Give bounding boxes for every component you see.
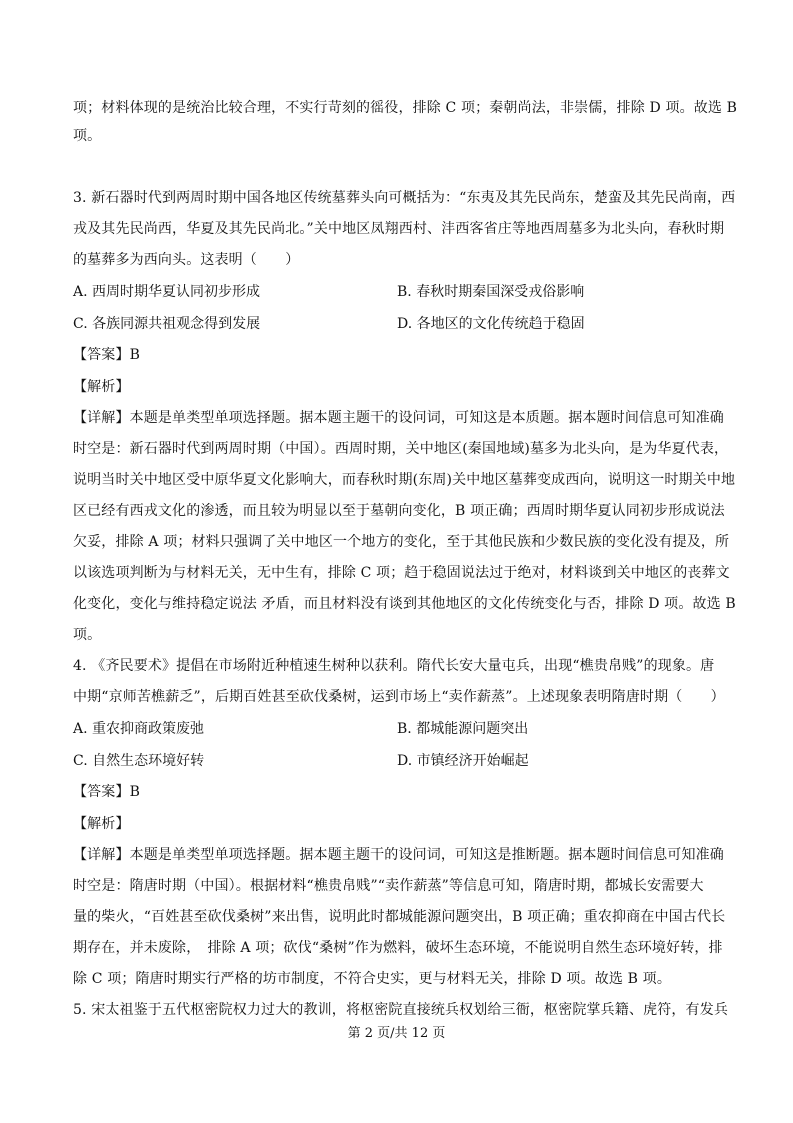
q3-detail-line-3: 说明当时关中地区受中原华夏文化影响大，而春秋时期(东周)关中地区墓葬变成西向，说明这一时期关中地: [73, 472, 736, 488]
q4-detail-line-1: 【详解】本题是单类型单项选择题。据本题主题干的设问词，可知这是推断题。据本题时间信息可知准确: [73, 847, 724, 863]
q3-detail-line-1: 【详解】本题是单类型单项选择题。据本题主题干的设问词，可知这是本质题。据本题时间信息可知准确: [73, 410, 724, 426]
q4-option-b: B. 都城能源问题突出: [397, 721, 529, 737]
q3-detail-line-2: 时空是：新石器时代到两周时期（中国）。西周时期，关中地区(秦国地域)墓多为北头向，是为华夏代表，: [73, 441, 729, 457]
q3-option-a: A. 西周时期华夏认同初步形成: [73, 284, 261, 300]
q3-detail-line-5: 欠妥，排除 A 项；材料只强调了关中地区一个地方的变化，至于其他民族和少数民族的变化没有提及，所: [73, 534, 730, 550]
q4-option-c: C. 自然生态环境好转: [73, 753, 205, 769]
continuation-line-2: 项。: [73, 128, 102, 144]
q4-analysis-label: 【解析】: [73, 816, 130, 832]
q5-stem-line-1: 5. 宋太祖鉴于五代枢密院权力过大的教训，将枢密院直接统兵权划给三衙，枢密院掌兵籍、虎符，有发兵: [73, 1002, 729, 1018]
q4-detail-line-4: 期存在，并未废除， 排除 A 项；砍伐“桑树”作为燃料，破坏生态环境，不能说明自然生态环境好转，排: [73, 940, 723, 956]
q3-detail-line-4: 区已经有西戎文化的渗透，而且较为明显以至于墓朝向变化，B 项正确；西周时期华夏认同初步形成说法: [73, 503, 725, 519]
q3-stem-line-3: 的墓葬多为西向头。这表明（ ）: [73, 252, 300, 268]
q3-option-d: D. 各地区的文化传统趋于稳固: [397, 316, 585, 332]
q4-option-d: D. 市镇经济开始崛起: [397, 753, 529, 769]
q4-option-a: A. 重农抑商政策废弛: [73, 721, 205, 737]
q3-option-b: B. 春秋时期秦国深受戎俗影响: [397, 284, 585, 300]
q3-detail-line-6: 以该选项判断为与材料无关，无中生有，排除 C 项；趋于稳固说法过于绝对，材料谈到关中地区的丧葬文: [73, 565, 730, 581]
continuation-line-1: 项；材料体现的是统治比较合理，不实行苛刻的徭役，排除 C 项；秦朝尚法，非崇儒，排除 D 项。故选 B: [73, 100, 738, 116]
q3-option-c: C. 各族同源共祖观念得到发展: [73, 316, 261, 332]
q4-stem-line-1: 4. 《齐民要术》提倡在市场附近种植速生树种以获利。隋代长安大量屯兵，出现“樵贵帛贱”的现象。唐: [73, 658, 715, 674]
q3-stem-line-1: 3. 新石器时代到两周时期中国各地区传统墓葬头向可概括为：“东夷及其先民尚东，楚蛮及其先民尚南，西: [73, 190, 736, 206]
page-footer: 第 2 页/共 12 页: [347, 1026, 446, 1041]
q3-detail-line-8: 项。: [73, 627, 102, 643]
q4-detail-line-2: 时空是：隋唐时期（中国）。根据材料“樵贵帛贱”“卖作薪蒸”等信息可知，隋唐时期，都城长安需要大: [73, 878, 704, 894]
q4-answer: 【答案】B: [73, 784, 141, 800]
q4-stem-line-2: 中期“京师苦樵薪乏”，后期百姓甚至砍伐桑树，运到市场上“卖作薪蒸”。上述现象表明隋唐时期（ ）: [73, 689, 725, 705]
q4-detail-line-5: 除 C 项；隋唐时期实行严格的坊市制度，不符合史实，更与材料无关，排除 D 项。故选 B 项。: [73, 971, 671, 987]
q3-detail-line-7: 化变化，变化与维持稳定说法 矛盾，而且材料没有谈到其他地区的文化传统变化与否，排除 D 项。故选 B: [73, 596, 736, 612]
q3-analysis-label: 【解析】: [73, 379, 130, 395]
q3-stem-line-2: 戎及其先民尚西，华夏及其先民尚北。”关中地区凤翔西村、沣西客省庄等地西周墓多为北头向，春秋时期: [73, 221, 725, 237]
q4-detail-line-3: 量的柴火，“百姓甚至砍伐桑树”来出售，说明此时都城能源问题突出，B 项正确；重农抑商在中国古代长: [73, 909, 726, 925]
q3-answer: 【答案】B: [73, 347, 141, 363]
